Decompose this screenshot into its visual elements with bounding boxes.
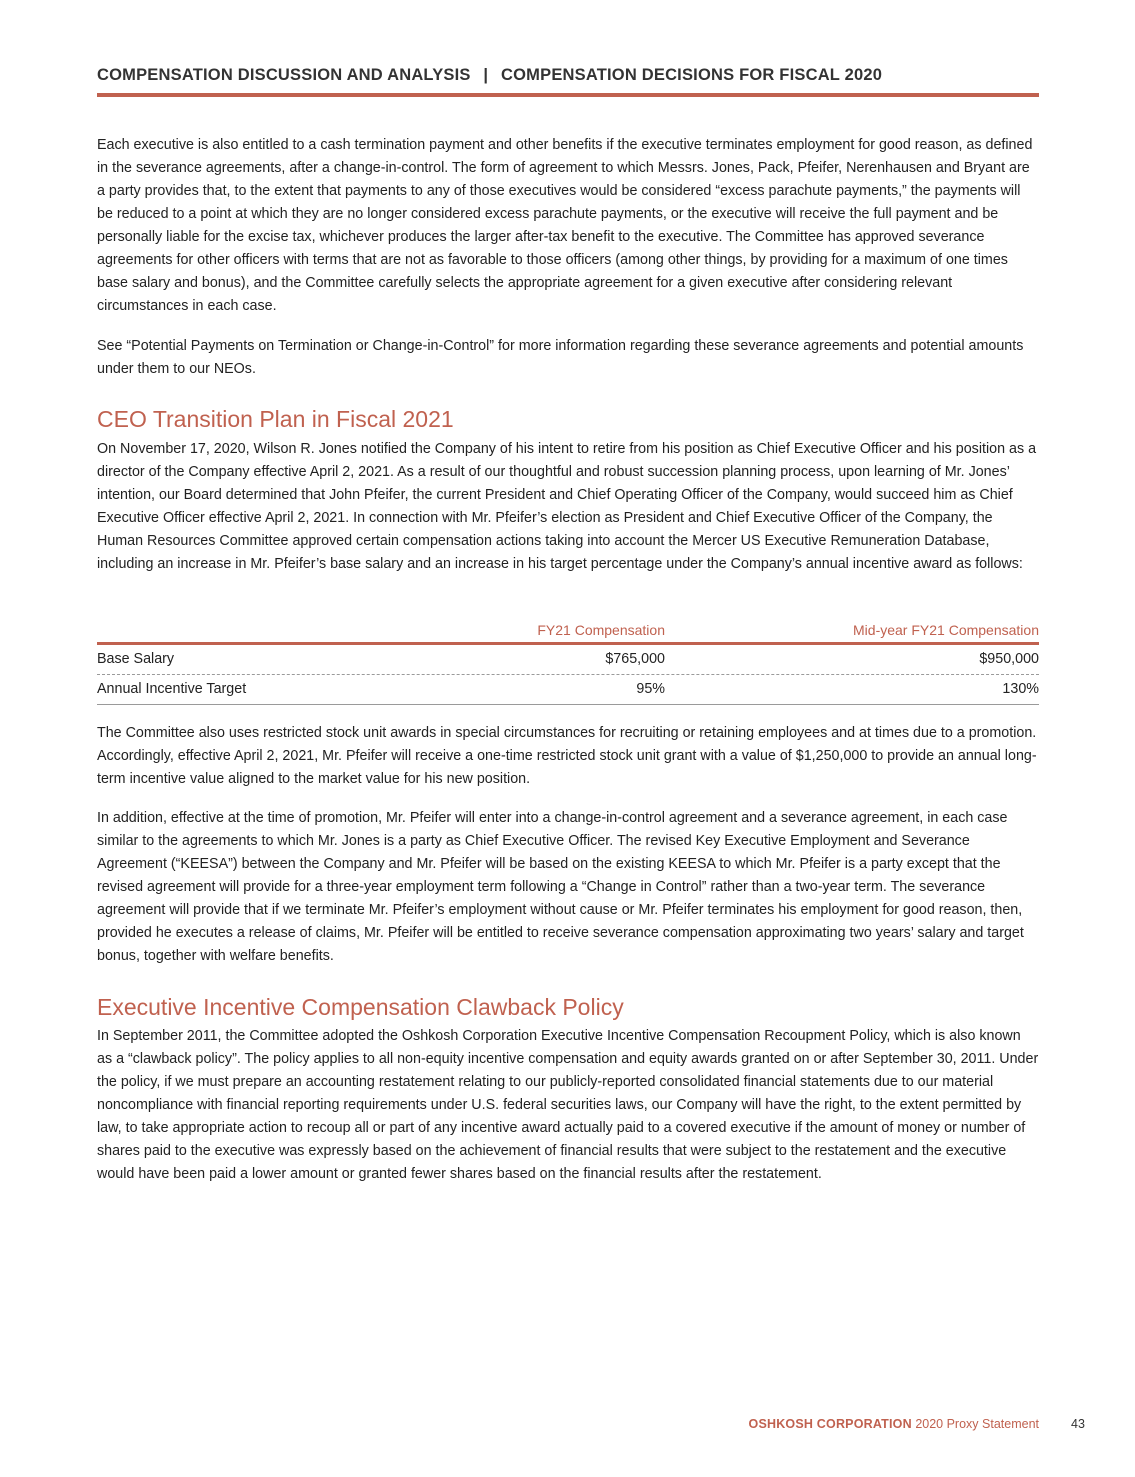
header-rule bbox=[97, 93, 1039, 97]
compensation-table bbox=[97, 620, 1039, 705]
table-header bbox=[97, 620, 1039, 642]
table-row bbox=[97, 645, 1039, 674]
paragraph-potential-payments: See “Potential Payments on Termination or Change-in-Control” for more information regarding these severance agreements and potential amounts under them to our NEOs. bbox=[97, 338, 1024, 377]
paragraph-rsu-award: The Committee also uses restricted stock unit awards in special circumstances for recruiting or retaining employees and at times due to a promotion. Accordingly, effective April 2, 2021, Mr. Pfeifer will receive a one-time restricted stock unit grant with a value of $1,250,000 to provide an annual long-term incentive value aligned to the market value for his new position. bbox=[97, 725, 1037, 787]
table-row bbox=[97, 675, 1039, 704]
paragraph-keesa: In addition, effective at the time of promotion, Mr. Pfeifer will enter into a change-in-control agreement and a severance agreement, in each case similar to the agreements to which Mr. Jones is a party as Chief Executive Officer. The revised Key Executive Employment and Severance Agreement (“KEESA”) between the Company and Mr. Pfeifer will be based on the existing KEESA to which Mr. Pfeifer is a party except that the revised agreement will provide for a three-year employment term following a “Change in Control” rather than a two-year term. The severance agreement will provide that if we terminate Mr. Pfeifer’s employment without cause or Mr. Pfeifer terminates his employment for good reason, then, provided he executes a release of claims, Mr. Pfeifer will be entitled to receive severance compensation approximating two years’ salary and target bonus, together with welfare benefits. bbox=[97, 810, 1024, 964]
row-value-midyear: $950,000 bbox=[979, 651, 1039, 667]
paragraph-ceo-transition: On November 17, 2020, Wilson R. Jones notified the Company of his intent to retire from his position as Chief Executive Officer and his position as a director of the Company effective April 2, 2021. As a result of our thoughtful and robust succession planning process, upon learning of Mr. Jones’ intention, our Board determined that John Pfeifer, the current President and Chief Operating Officer of the Company, would succeed him as Chief Executive Officer effective April 2, 2021. In connection with Mr. Pfeifer’s election as President and Chief Executive Officer of the Company, the Human Resources Committee approved certain compensation actions taking into account the Mercer US Executive Remuneration Database, including an increase in Mr. Pfeifer’s base salary and an increase in his target percentage under the Company’s annual incentive award as follows: bbox=[97, 441, 1037, 572]
row-label: Base Salary bbox=[97, 651, 175, 667]
row-value-fy21: $765,000 bbox=[605, 651, 665, 667]
heading-ceo-transition: CEO Transition Plan in Fiscal 2021 bbox=[97, 406, 454, 432]
footer-company: OSHKOSH CORPORATION bbox=[748, 1417, 912, 1431]
row-value-fy21: 95% bbox=[636, 681, 665, 697]
header-separator: | bbox=[483, 66, 489, 84]
header-section: COMPENSATION DISCUSSION AND ANALYSIS bbox=[97, 66, 471, 84]
header-subsection: COMPENSATION DECISIONS FOR FISCAL 2020 bbox=[501, 66, 883, 84]
row-value-midyear: 130% bbox=[1002, 681, 1039, 697]
footer-document: 2020 Proxy Statement bbox=[915, 1417, 1039, 1431]
table-bottom-rule bbox=[97, 704, 1039, 705]
heading-clawback: Executive Incentive Compensation Clawback Policy bbox=[97, 994, 624, 1020]
column-header-fy21: FY21 Compensation bbox=[537, 622, 665, 638]
column-header-midyear: Mid-year FY21 Compensation bbox=[853, 622, 1039, 638]
row-label: Annual Incentive Target bbox=[97, 681, 247, 697]
page-number: 43 bbox=[1071, 1417, 1085, 1431]
running-header bbox=[97, 66, 1039, 85]
paragraph-clawback: In September 2011, the Committee adopted the Oshkosh Corporation Executive Incentive Compensation Recoupment Policy, which is also known as a “clawback policy”. The policy applies to all non-equity incentive compensation and equity awards granted on or after September 30, 2011. Under the policy, if we must prepare an accounting restatement relating to our publicly-reported consolidated financial statements due to our material noncompliance with financial reporting requirements under U.S. federal securities laws, our Company will have the right, to the extent permitted by law, to take appropriate action to recoup all or part of any incentive award actually paid to a covered executive if the amount of money or number of shares paid to the executive was expressly based on the achievement of financial results that were subject to the restatement and the executive would have been paid a lower amount or granted fewer shares based on the financial results after the restatement. bbox=[97, 1028, 1039, 1182]
paragraph-severance: Each executive is also entitled to a cash termination payment and other benefits if the executive terminates employment for good reason, as defined in the severance agreements, after a change-in-control. The form of agreement to which Messrs. Jones, Pack, Pfeifer, Nerenhausen and Bryant are a party provides that, to the extent that payments to any of those executives would be considered “excess parachute payments,” the payments will be reduced to a point at which they are no longer considered excess parachute payments, or the executive will receive the full payment and be personally liable for the excise tax, whichever produces the larger after-tax benefit to the executive. The Committee has approved severance agreements for other officers with terms that are not as favorable to those officers (among other things, by providing for a maximum of one times base salary and bonus), and the Committee carefully selects the appropriate agreement for a given executive after considering relevant circumstances in each case. bbox=[97, 137, 1033, 314]
footer bbox=[97, 1417, 1039, 1431]
